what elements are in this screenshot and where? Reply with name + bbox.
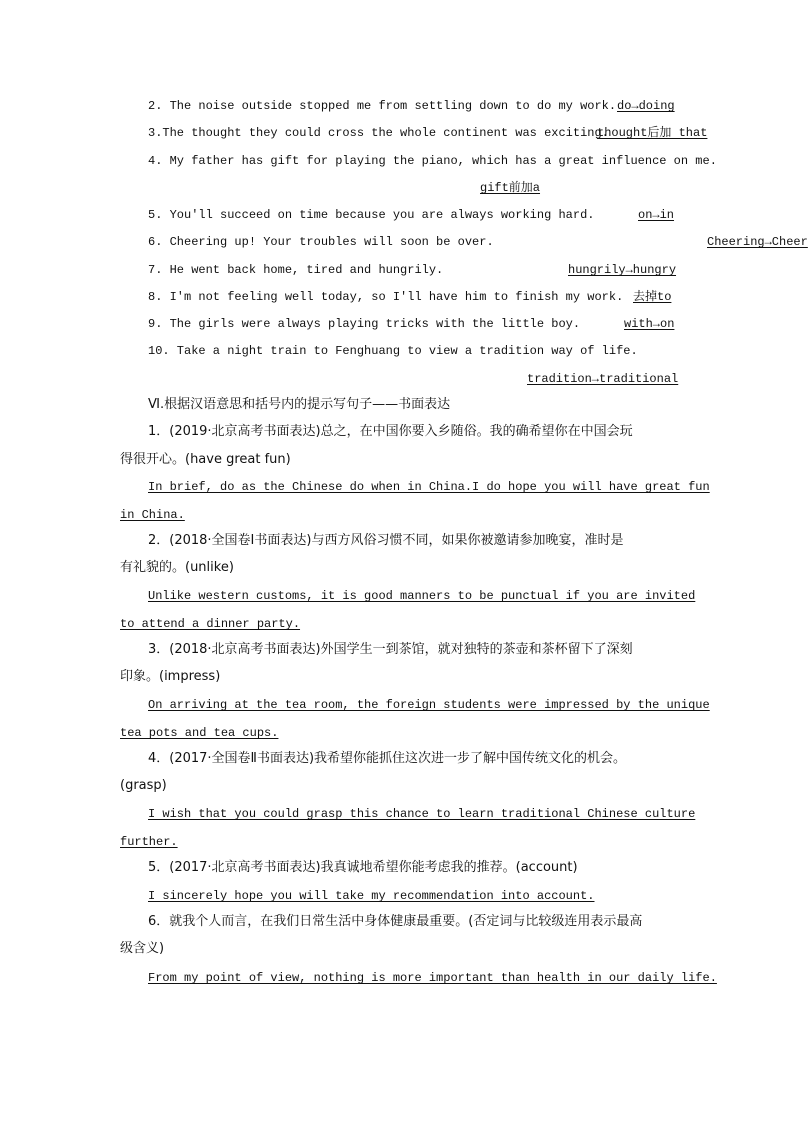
translation-answer: In brief, do as the Chinese do when in China.I do hope you will have great fun	[148, 480, 710, 494]
translation-answer: I wish that you could grasp this chance to learn traditional Chinese culture	[148, 807, 696, 821]
correction-sentence: 5. You'll succeed on time because you are always working hard.	[148, 208, 595, 222]
section-title: Ⅵ.根据汉语意思和括号内的提示写句子——书面表达	[148, 397, 451, 412]
translation-prompt: 级含义)	[120, 941, 165, 956]
correction-sentence: 4. My father has gift for playing the piano, which has a great influence on me.	[148, 154, 717, 168]
correction-sentence: 2. The noise outside stopped me from settling down to do my work.	[148, 99, 617, 113]
translation-answer: further.	[120, 835, 178, 849]
translation-answer: tea pots and tea cups.	[120, 726, 279, 740]
translation-answer: in China.	[120, 508, 185, 522]
correction-answer: tradition→traditional	[527, 372, 679, 386]
correction-answer: gift前加a	[480, 181, 541, 195]
translation-prompt: 有礼貌的。(unlike)	[120, 560, 234, 575]
translation-prompt: 得很开心。(have great fun)	[120, 452, 291, 467]
correction-sentence: 9. The girls were always playing tricks with the little boy.	[148, 317, 581, 331]
correction-answer: on→in	[638, 208, 675, 222]
translation-prompt: 5．(2017·北京高考书面表达)我真诚地希望你能考虑我的推荐。(account)	[148, 860, 578, 875]
correction-sentence: 6. Cheering up! Your troubles will soon be over.	[148, 235, 494, 249]
correction-answer: do→doing	[617, 99, 675, 113]
translation-prompt: 6．就我个人而言，在我们日常生活中身体健康最重要。(否定词与比较级连用表示最高	[148, 914, 643, 929]
translation-prompt: 4．(2017·全国卷Ⅱ书面表达)我希望你能抓住这次进一步了解中国传统文化的机会。	[148, 751, 627, 766]
correction-answer: with→on	[624, 317, 675, 331]
translation-answer: Unlike western customs, it is good manners to be punctual if you are invited	[148, 589, 696, 603]
correction-answer: 去掉to	[633, 290, 672, 304]
translation-answer: I sincerely hope you will take my recommendation into account.	[148, 889, 595, 903]
translation-prompt: 2．(2018·全国卷Ⅰ书面表达)与西方风俗习惯不同，如果你被邀请参加晚宴，准时是	[148, 533, 624, 548]
translation-answer: From my point of view, nothing is more important than health in our daily life.	[148, 971, 717, 985]
correction-answer: hungrily→hungry	[568, 263, 677, 277]
translation-answer: to attend a dinner party.	[120, 617, 301, 631]
correction-sentence: 3.The thought they could cross the whole continent was exciting.	[148, 126, 609, 140]
translation-prompt: 1．(2019·北京高考书面表达)总之，在中国你要入乡随俗。我的确希望你在中国会玩	[148, 424, 633, 439]
correction-answer: thought后加 that	[597, 126, 708, 140]
correction-sentence: 8. I'm not feeling well today, so I'll have him to finish my work.	[148, 290, 624, 304]
translation-answer: On arriving at the tea room, the foreign students were impressed by the unique	[148, 698, 710, 712]
translation-prompt: 印象。(impress)	[120, 669, 221, 684]
correction-sentence: 10. Take a night train to Fenghuang to view a tradition way of life.	[148, 344, 638, 358]
correction-answer: Cheering→Cheer	[707, 235, 808, 249]
correction-sentence: 7. He went back home, tired and hungrily.	[148, 263, 444, 277]
translation-prompt: (grasp)	[120, 778, 167, 793]
translation-prompt: 3．(2018·北京高考书面表达)外国学生一到茶馆，就对独特的茶壶和茶杯留下了深刻	[148, 642, 633, 657]
